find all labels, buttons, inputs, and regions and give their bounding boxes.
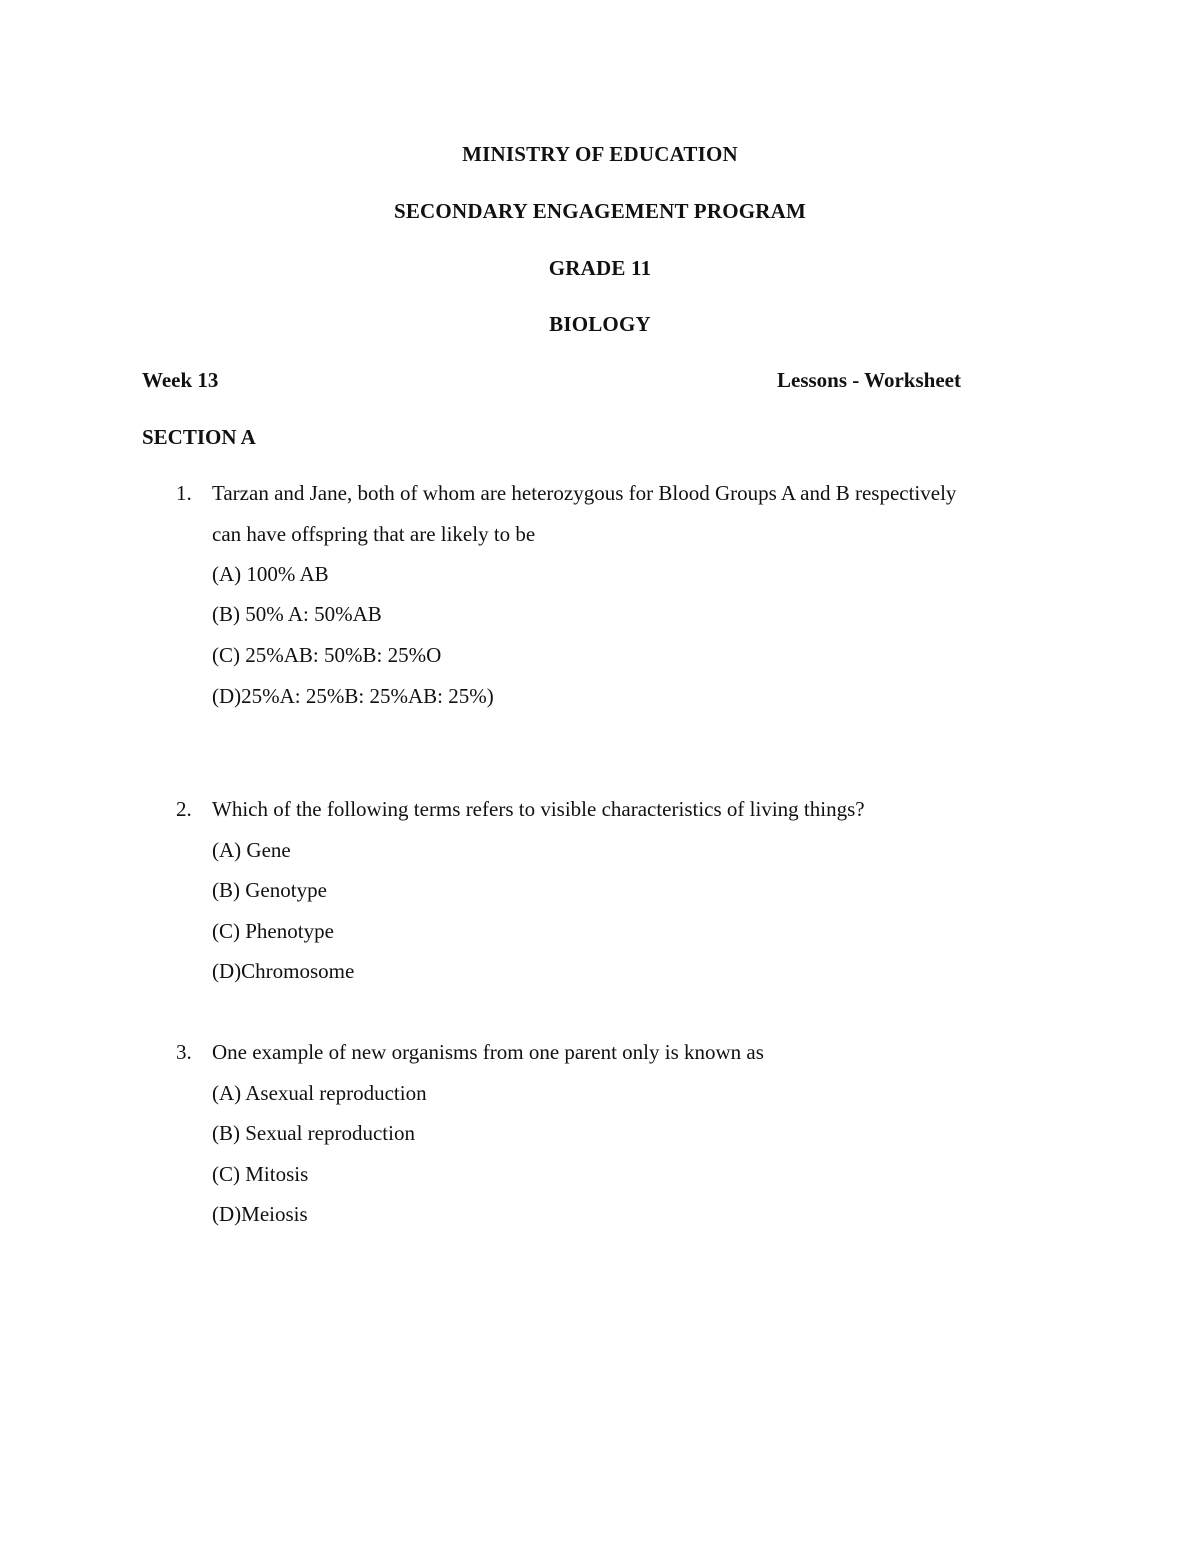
subject-heading: BIOLOGY	[549, 312, 651, 336]
question-1-option-b: (B) 50% A: 50%AB	[212, 602, 382, 626]
question-1-text-line-1: Tarzan and Jane, both of whom are heterozygous for Blood Groups A and B respectively	[212, 481, 957, 505]
question-2-option-c: (C) Phenotype	[212, 919, 334, 943]
question-2-number: 2.	[176, 797, 192, 821]
question-2-option-d: (D)Chromosome	[212, 959, 355, 983]
question-1-option-a: (A) 100% AB	[212, 562, 329, 586]
lesson-type-label: Lessons - Worksheet	[777, 368, 961, 392]
question-1-option-d: (D)25%A: 25%B: 25%AB: 25%)	[212, 684, 494, 708]
question-1-text-line-2: can have offspring that are likely to be	[212, 522, 536, 546]
question-3-option-b: (B) Sexual reproduction	[212, 1121, 415, 1145]
question-3-number: 3.	[176, 1040, 192, 1064]
section-title: SECTION A	[142, 425, 256, 449]
question-2-option-a: (A) Gene	[212, 838, 291, 862]
ministry-heading: MINISTRY OF EDUCATION	[462, 142, 738, 166]
question-1-number: 1.	[176, 481, 192, 505]
question-2-option-b: (B) Genotype	[212, 878, 327, 902]
question-3-option-c: (C) Mitosis	[212, 1162, 309, 1186]
program-heading: SECONDARY ENGAGEMENT PROGRAM	[393, 199, 807, 223]
question-1-option-c: (C) 25%AB: 50%B: 25%O	[212, 643, 442, 667]
week-label: Week 13	[142, 368, 219, 392]
grade-heading: GRADE 11	[548, 256, 652, 280]
question-3-option-d: (D)Meiosis	[212, 1202, 308, 1226]
question-2-text-line-1: Which of the following terms refers to visible characteristics of living things?	[212, 797, 865, 821]
question-3-text-line-1: One example of new organisms from one parent only is known as	[212, 1040, 764, 1064]
question-3-option-a: (A) Asexual reproduction	[212, 1081, 427, 1105]
